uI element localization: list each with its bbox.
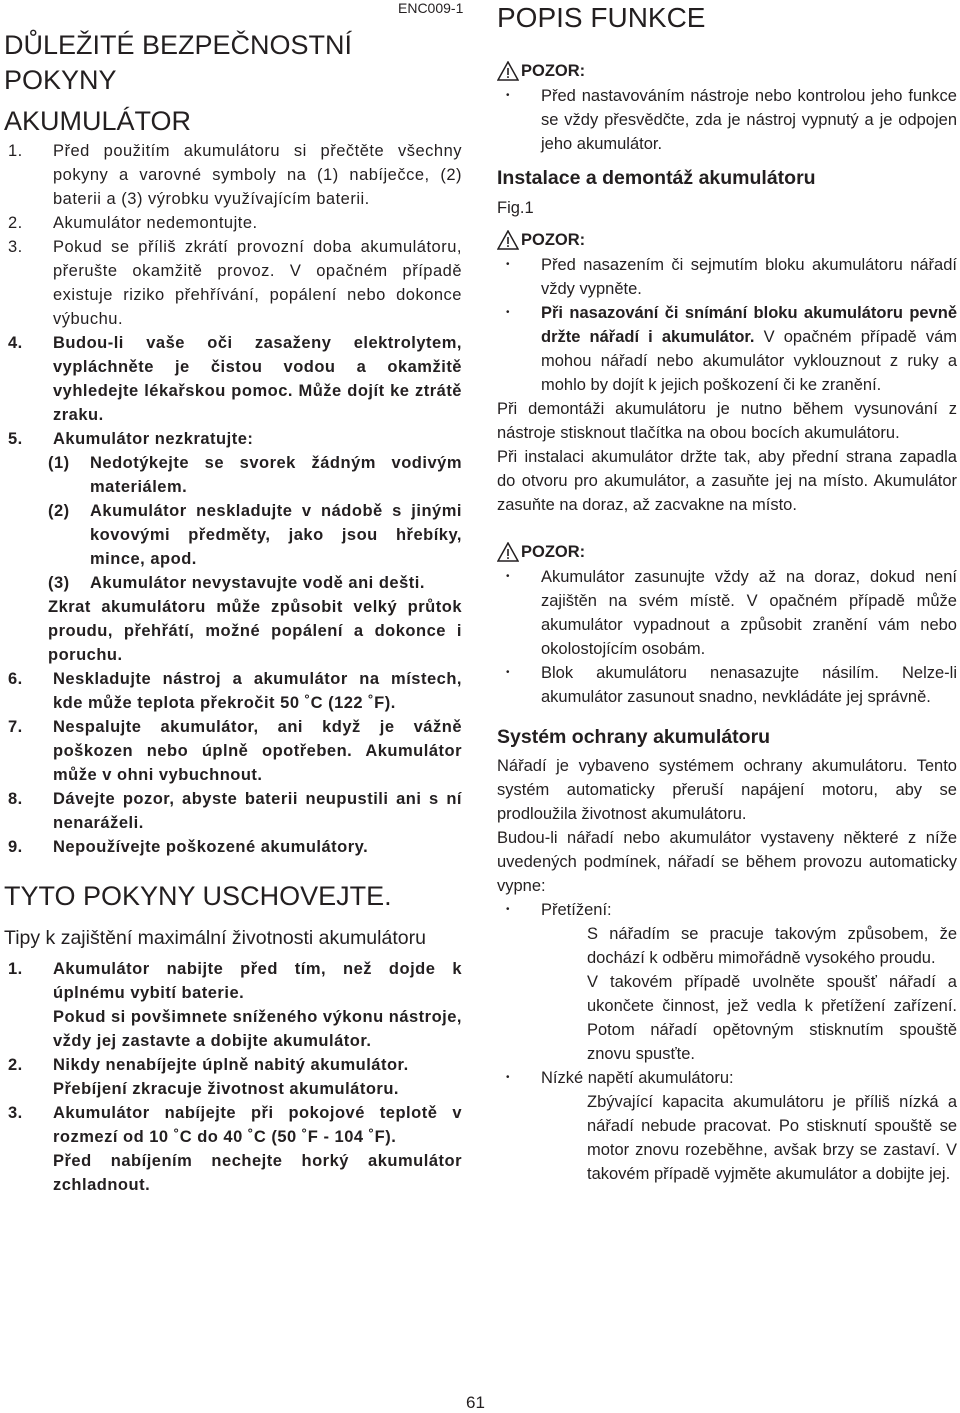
list-item: 9. Nepoužívejte poškozené akumulátory. <box>8 838 369 856</box>
protection-paragraph: Budou-li nářadí nebo akumulátor vystaveny některé z níže uvedených podmínek, nářadí se během provozu automaticky vypne: <box>497 829 957 895</box>
short-circuit-note: Zkrat akumulátoru může způsobit velký průtok proudu, přehřátí, možné popálení a dokonce i poruchu. <box>48 598 462 664</box>
warning-triangle-icon <box>497 230 519 250</box>
install-paragraph: Při demontáži akumulátoru je nutno během vysunování z nástroje stisknout tlačítka na obou bocích akumulátoru. <box>497 400 957 442</box>
list-item: 6. Neskladujte nástroj a akumulátor na místech, kde může teplota překročit 50 ˚C (122 ˚F). <box>8 670 462 712</box>
list-item: 7. Nespalujte akumulátor, ani když je vážně poškozen nebo úplně opotřeben. Akumulátor může v ohni vybuchnout. <box>8 718 462 784</box>
tips-list <box>4 957 462 1197</box>
safety-title: DŮLEŽITÉ BEZPEČNOSTNÍ POKYNY <box>4 30 353 95</box>
list-item: 8. Dávejte pozor, abyste baterii neupustili ani s ní nenaráželi. <box>8 790 462 832</box>
function-description-title: POPIS FUNKCE <box>497 2 706 33</box>
protection-paragraph: Nářadí je vybaveno systémem ochrany akumulátoru. Tento systém automaticky přeruší napájení motoru, aby se prodloužila životnost akumulátoru. <box>497 757 957 823</box>
warning-triangle-icon <box>497 542 519 562</box>
document-code: ENC009-1 <box>398 0 464 16</box>
warning-triangle-icon <box>497 61 519 81</box>
left-column <box>4 28 462 1197</box>
overload-paragraph: S nářadím se pracuje takovým způsobem, že dochází k odběru mimořádně vysokého proudu. <box>587 925 957 967</box>
tips-title: Tipy k zajištění maximální životnosti akumulátoru <box>4 927 426 949</box>
list-item: 1. Před použitím akumulátoru si přečtěte všechny pokyny a varovné symboly na (1) nabíječce, (2) baterii a (3) výrobku využívajícím baterii. <box>8 142 462 208</box>
figure-label: Fig.1 <box>497 199 534 217</box>
battery-protection-title: Systém ochrany akumulátoru <box>497 726 771 748</box>
sub-item: (2) Akumulátor neskladujte v nádobě s jinými kovovými předměty, jako jsou hřebíky, mince, apod. <box>48 502 462 568</box>
bullet-item: • Před nasazením či sejmutím bloku akumulátoru nářadí vždy vypněte. <box>497 253 957 301</box>
keep-instructions-title: TYTO POKYNY USCHOVEJTE. <box>4 881 392 911</box>
list-item: 3. Akumulátor nabíjejte při pokojové teplotě v rozmezí od 10 ˚C do 40 ˚C (50 ˚F - 104 ˚F). Před nabíjením nechejte horký akumulátor zchladnout. <box>8 1104 462 1194</box>
low-voltage-paragraph: Zbývající kapacita akumulátoru je příliš nízká a nářadí nebude pracovat. Po stisknutí spouště se motor znovu rozeběhne, avšak brzy se zastaví. V takovém případě vyjměte akumulátor a dobijte jej. <box>587 1093 957 1183</box>
list-item: 2. Akumulátor nedemontujte. <box>8 214 258 232</box>
bullet-item: • Při nasazování či snímání bloku akumulátoru pevně držte nářadí i akumulátor. V opačném případě vám mohou nářadí nebo akumulátor vyklouznout z ruky a mohlo by dojít k jejich poškození či ke zranění. <box>497 301 957 397</box>
list-item: 5. Akumulátor nezkratujte: <box>8 430 254 448</box>
list-item: 1. Akumulátor nabijte před tím, než dojde k úplnému vybití baterie. Pokud si povšimnete sníženého výkonu nástroje, vždy jej zastavte a dobijte akumulátor. <box>8 960 463 1050</box>
bullet-item: • Nízké napětí akumulátoru: <box>497 1066 957 1090</box>
caution-heading: POZOR: <box>497 227 957 253</box>
caution-heading: POZOR: <box>497 539 957 565</box>
bullet-item: • Přetížení: <box>497 898 957 922</box>
overload-paragraph: V takovém případě uvolněte spoušť nářadí a ukončete činnost, jež vedla k přetížení zařízení. Potom nářadí opětovným stisknutím spouště znovu spusťte. <box>587 973 957 1063</box>
bullet-item: • Blok akumulátoru nenasazujte násilím. Nelze-li akumulátor zasunout snadno, nevkládáte jej správně. <box>497 661 957 709</box>
bullet-item: • Před nastavováním nástroje nebo kontrolou jeho funkce se vždy přesvědčte, zda je nástroj vypnutý a je odpojen jeho akumulátor. <box>497 84 957 156</box>
battery-section-title: AKUMULÁTOR <box>4 106 192 136</box>
bullet-item: • Akumulátor zasunujte vždy až na doraz, dokud není zajištěn na svém místě. V opačném případě může akumulátor vypadnout a způsobit zranění vám nebo okolostojícím osobám. <box>497 565 957 661</box>
install-paragraph: Při instalaci akumulátor držte tak, aby přední strana zapadla do otvoru pro akumulátor, a zasuňte jej na místo. Akumulátor zasuňte na doraz, až zacvakne na místo. <box>497 448 957 514</box>
caution-heading: POZOR: <box>497 58 957 84</box>
sub-item: (3) Akumulátor nevystavujte vodě ani dešti. <box>48 574 425 592</box>
page-number: 61 <box>466 1393 485 1412</box>
list-item: 3. Pokud se příliš zkrátí provozní doba akumulátoru, přerušte okamžitě provoz. V opačném případě existuje riziko přehřívání, popálení nebo dokonce výbuchu. <box>8 238 462 328</box>
list-item: 4. Budou-li vaše oči zasaženy elektrolytem, vypláchněte je čistou vodou a okamžitě vyhledejte lékařskou pomoc. Může dojít ke ztrátě zraku. <box>8 334 462 424</box>
sub-item: (1) Nedotýkejte se svorek žádným vodivým materiálem. <box>48 454 462 496</box>
right-column <box>497 0 957 1186</box>
install-title: Instalace a demontáž akumulátoru <box>497 167 816 189</box>
battery-safety-list <box>4 139 462 859</box>
list-item: 2. Nikdy nenabíjejte úplně nabitý akumulátor. Přebíjení zkracuje životnost akumulátoru. <box>8 1056 409 1098</box>
